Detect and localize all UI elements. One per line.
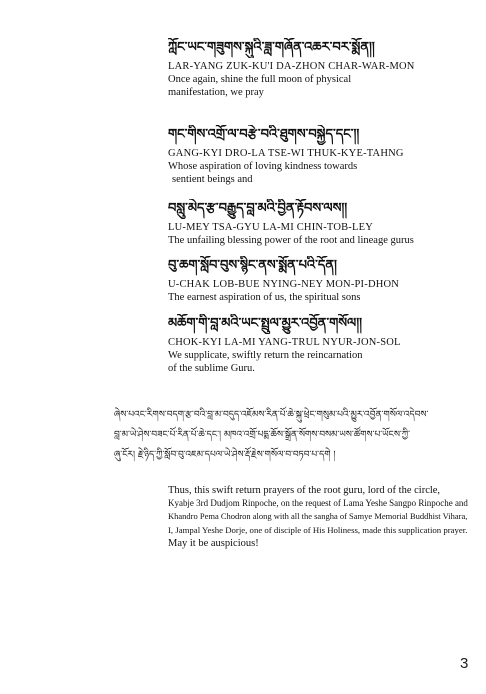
transliteration: LAR-YANG ZUK-KU'I DA-ZHON CHAR-WAR-MON — [168, 61, 415, 72]
english-line: of the sublime Guru. — [168, 363, 255, 374]
tibetan-colophon — [114, 405, 466, 465]
tibetan-line: བསླུ་མེད་རྩ་བརྒྱུད་བླ་མའི་བྱིན་རྟོབས་ལས།། — [168, 201, 348, 216]
verse-5 — [168, 314, 468, 375]
verse-1 — [168, 38, 468, 99]
tibetan-line: གང་གིས་འགྲོ་ལ་བརྩེ་བའི་ཐུགས་བསྐྱེད་དང་།། — [168, 127, 360, 142]
verse-2 — [168, 125, 468, 186]
colophon-line: Thus, this swift return prayers of the root guru, lord of the circle, — [168, 485, 441, 496]
tibetan-colophon-line: ཞུ་ངོར། རྗེ་ཉིད་ཀྱི་སློབ་བུ་འཇམ་དཔལ་ཡེ་ཤེས་རྡོ་རྗེས་གསོལ་བ་བཏབ་པ་དགེ ། — [114, 450, 336, 460]
english-line: sentient beings and — [172, 174, 253, 185]
tibetan-line: ཀློང་ཡང་གཟུགས་སྐུའི་ཟླ་གཞོན་འཆར་བར་སྨོན།། — [168, 40, 375, 55]
tibetan-colophon-line: ཞེས་པའང་རིགས་བདག་རྩ་བའི་བླ་མ་བདུད་འཇོམས་རིན་པོ་ཆེ་སྐུ་ཕྲེང་གསུམ་པའི་མྱུར་འབྱོན་གསོལ་འདེབས་ — [114, 410, 429, 420]
english-colophon — [168, 484, 468, 550]
transliteration: GANG-KYI DRO-LA TSE-WI THUK-KYE-TAHNG — [168, 148, 404, 159]
english-line: The earnest aspiration of us, the spiritual sons — [168, 292, 361, 303]
transliteration: CHOK-KYI LA-MI YANG-TRUL NYUR-JON-SOL — [168, 337, 401, 348]
tibetan-line: བུ་ཆག་སློབ་བུས་སྙིང་ནས་སྨོན་པའི་དོན། — [168, 258, 337, 273]
english-line: The unfailing blessing power of the root and lineage gurus — [168, 235, 414, 246]
english-line: Once again, shine the full moon of physical — [168, 74, 352, 85]
english-line: Whose aspiration of loving kindness towards — [168, 161, 358, 172]
verse-4 — [168, 256, 468, 304]
colophon-line: I, Jampal Yeshe Dorje, one of disciple of His Holiness, made this supplication prayer. — [168, 524, 468, 535]
colophon-line: May it be auspicious! — [168, 537, 259, 549]
page-number: 3 — [460, 655, 469, 672]
english-line: manifestation, we pray — [168, 87, 264, 98]
transliteration: U-CHAK LOB-BUE NYING-NEY MON-PI-DHON — [168, 279, 400, 290]
english-line: We supplicate, swiftly return the reincarnation — [168, 350, 363, 361]
colophon-line: Kyabje 3rd Dudjom Rinpoche, on the request of Lama Yeshe Sangpo Rinpoche and — [168, 498, 468, 509]
tibetan-line: མཆོག་གི་བླ་མའི་ཡང་སྤྲུལ་མྱུར་འབྱོན་གསོལ།། — [168, 316, 362, 331]
verse-3 — [168, 199, 468, 247]
transliteration: LU-MEY TSA-GYU LA-MI CHIN-TOB-LEY — [168, 222, 374, 233]
tibetan-colophon-line: བླ་མ་ཡེ་ཤེས་བཟང་པོ་རིན་པོ་ཆེ་དང་། མཁའ་འགྲོ་པདྨ་ཆོས་སྒྲོན་སོགས་བསམ་ཡས་ཚོགས་པ་ཡོངས་ཀྱི་ — [114, 430, 411, 440]
colophon-line: Khandro Pema Chodron along with all the sangha of Samye Memorial Buddhist Vihara, — [168, 511, 468, 522]
